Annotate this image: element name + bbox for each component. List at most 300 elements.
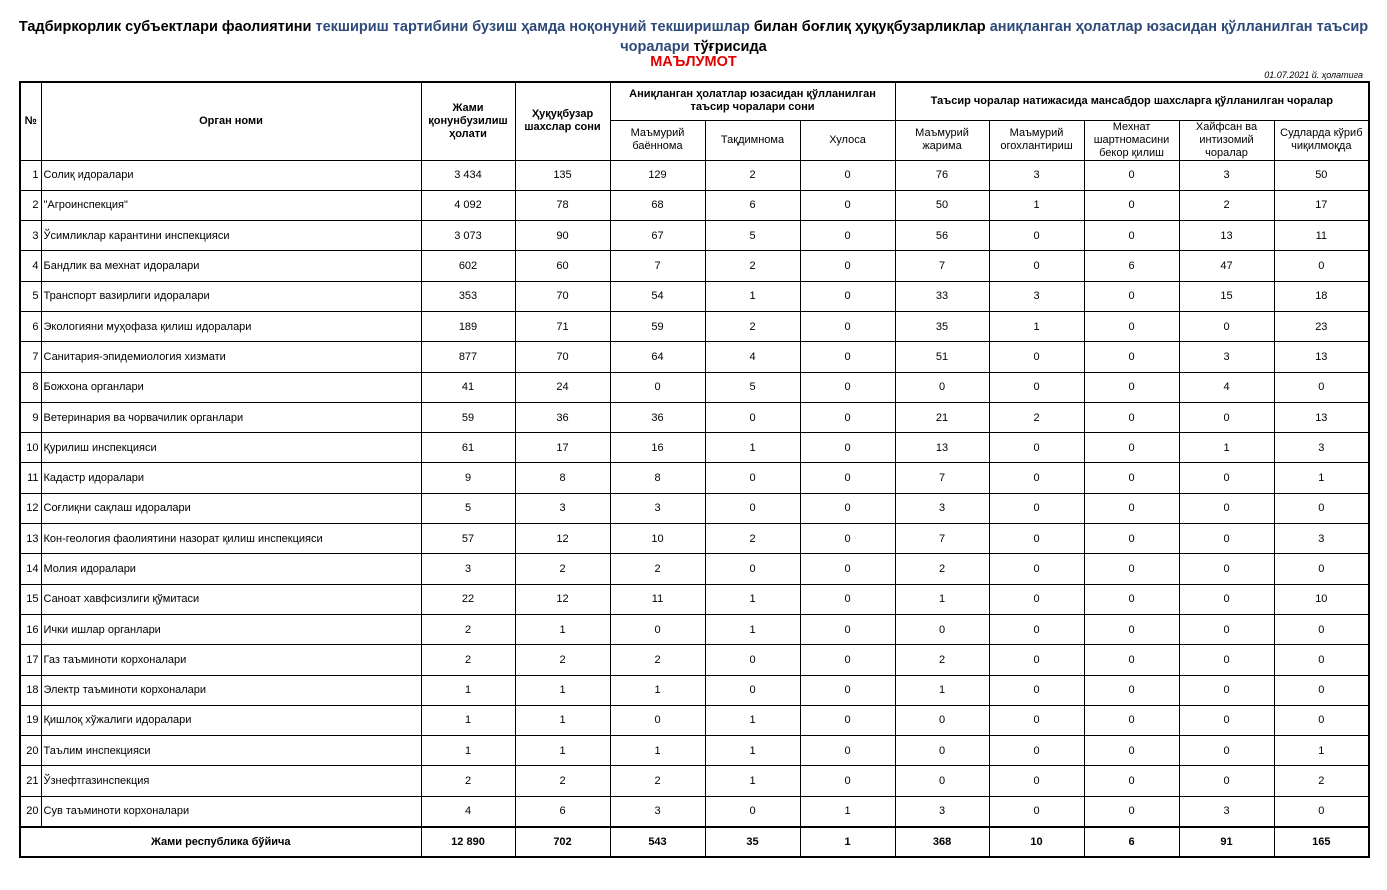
value-cell: 57: [421, 524, 515, 554]
value-cell: 1: [800, 796, 895, 826]
value-cell: 0: [800, 554, 895, 584]
value-cell: 3: [989, 281, 1084, 311]
value-cell: 68: [610, 190, 705, 220]
value-cell: 0: [1274, 705, 1369, 735]
total-cell: 91: [1179, 827, 1274, 857]
value-cell: 1: [610, 736, 705, 766]
total-cell: 165: [1274, 827, 1369, 857]
value-cell: 4: [705, 342, 800, 372]
value-cell: 0: [989, 524, 1084, 554]
value-cell: 0: [895, 766, 989, 796]
value-cell: 0: [1084, 796, 1179, 826]
value-cell: 0: [705, 796, 800, 826]
value-cell: 2: [421, 645, 515, 675]
organ-name: Қишлоқ хўжалиги идоралари: [41, 705, 421, 735]
value-cell: 60: [515, 251, 610, 281]
value-cell: 0: [989, 493, 1084, 523]
table-row: [20, 766, 1369, 796]
value-cell: 54: [610, 281, 705, 311]
value-cell: 2: [705, 251, 800, 281]
row-number: 20: [20, 736, 41, 766]
value-cell: 2: [610, 766, 705, 796]
table-row: [20, 221, 1369, 251]
value-cell: 8: [515, 463, 610, 493]
header-offenders: Ҳуқуқбузар шахслар сони: [515, 82, 610, 160]
value-cell: 0: [1084, 554, 1179, 584]
value-cell: 41: [421, 372, 515, 402]
value-cell: 76: [895, 160, 989, 190]
organ-name: Божхона органлари: [41, 372, 421, 402]
value-cell: 59: [610, 311, 705, 341]
title-part-5: тўғрисида: [689, 39, 767, 55]
value-cell: 9: [421, 463, 515, 493]
value-cell: 2: [705, 311, 800, 341]
value-cell: 13: [1274, 402, 1369, 432]
value-cell: 0: [1179, 736, 1274, 766]
value-cell: 1: [705, 433, 800, 463]
value-cell: 13: [1274, 342, 1369, 372]
value-cell: 17: [1274, 190, 1369, 220]
header-measures-group: Аниқланган ҳолатлар юзасидан қўлланилган таъсир чоралари сони: [610, 82, 895, 120]
value-cell: 877: [421, 342, 515, 372]
value-cell: 0: [895, 614, 989, 644]
value-cell: 0: [989, 372, 1084, 402]
value-cell: 0: [800, 675, 895, 705]
report-subtitle: МАЪЛУМОТ: [650, 54, 737, 70]
value-cell: 1: [515, 705, 610, 735]
value-cell: 5: [705, 372, 800, 402]
organ-name: Электр таъминоти корхоналари: [41, 675, 421, 705]
total-cell: 12 890: [421, 827, 515, 857]
value-cell: 0: [1084, 675, 1179, 705]
value-cell: 70: [515, 342, 610, 372]
value-cell: 353: [421, 281, 515, 311]
value-cell: 2: [895, 554, 989, 584]
row-number: 2: [20, 190, 41, 220]
table-row: [20, 433, 1369, 463]
value-cell: 0: [800, 342, 895, 372]
total-row: [20, 827, 1369, 857]
value-cell: 2: [1274, 766, 1369, 796]
value-cell: 0: [800, 311, 895, 341]
value-cell: 4 092: [421, 190, 515, 220]
value-cell: 0: [1179, 493, 1274, 523]
row-number: 9: [20, 402, 41, 432]
value-cell: 1: [705, 584, 800, 614]
report-title: [0, 17, 1387, 57]
value-cell: 2: [515, 645, 610, 675]
value-cell: 1: [895, 584, 989, 614]
title-part-4: аниқланган ҳолатлар юзасидан қўлланилган таъсир чоралари: [620, 19, 1369, 55]
value-cell: 0: [989, 221, 1084, 251]
value-cell: 3: [1179, 796, 1274, 826]
value-cell: 11: [1274, 221, 1369, 251]
value-cell: 90: [515, 221, 610, 251]
header-contract-termination: Мехнат шартномасини бекор қилиш: [1084, 120, 1179, 160]
value-cell: 0: [1179, 675, 1274, 705]
header-total-violations: Жами қонунбузилиш ҳолати: [421, 82, 515, 160]
value-cell: 36: [515, 402, 610, 432]
value-cell: 0: [1274, 645, 1369, 675]
value-cell: 1: [705, 281, 800, 311]
value-cell: 12: [515, 524, 610, 554]
header-conclusion: Хулоса: [800, 120, 895, 160]
value-cell: 13: [895, 433, 989, 463]
row-number: 19: [20, 705, 41, 735]
value-cell: 0: [800, 281, 895, 311]
table-row: [20, 554, 1369, 584]
row-number: 15: [20, 584, 41, 614]
value-cell: 13: [1179, 221, 1274, 251]
title-part-1: Тадбиркорлик субъектлари фаолиятини: [18, 19, 316, 35]
table-body: [20, 160, 1369, 827]
table-row: [20, 614, 1369, 644]
value-cell: 0: [800, 645, 895, 675]
value-cell: 0: [800, 190, 895, 220]
value-cell: 61: [421, 433, 515, 463]
table-row: [20, 342, 1369, 372]
value-cell: 2: [705, 160, 800, 190]
value-cell: 6: [515, 796, 610, 826]
table-row: [20, 645, 1369, 675]
value-cell: 3: [610, 796, 705, 826]
value-cell: 5: [421, 493, 515, 523]
value-cell: 0: [1274, 796, 1369, 826]
organ-name: Ветеринария ва чорвачилик органлари: [41, 402, 421, 432]
organ-name: "Агроинспекция": [41, 190, 421, 220]
organ-name: Ўсимликлар карантини инспекцияси: [41, 221, 421, 251]
table-row: [20, 796, 1369, 826]
data-table: [19, 81, 1370, 858]
value-cell: 50: [895, 190, 989, 220]
value-cell: 0: [800, 433, 895, 463]
value-cell: 2: [705, 524, 800, 554]
row-number: 5: [20, 281, 41, 311]
value-cell: 6: [705, 190, 800, 220]
row-number: 8: [20, 372, 41, 402]
row-number: 13: [20, 524, 41, 554]
value-cell: 3: [1274, 524, 1369, 554]
row-number: 20: [20, 796, 41, 826]
value-cell: 3 434: [421, 160, 515, 190]
value-cell: 23: [1274, 311, 1369, 341]
title-part-2: текшириш тартибини бузиш ҳамда ноқонуний текширишлар: [315, 19, 750, 35]
value-cell: 1: [705, 705, 800, 735]
row-number: 16: [20, 614, 41, 644]
value-cell: 36: [610, 402, 705, 432]
value-cell: 0: [800, 584, 895, 614]
value-cell: 0: [1084, 584, 1179, 614]
table-row: [20, 524, 1369, 554]
value-cell: 3: [1274, 433, 1369, 463]
value-cell: 2: [895, 645, 989, 675]
value-cell: 0: [800, 493, 895, 523]
value-cell: 0: [1084, 372, 1179, 402]
value-cell: 24: [515, 372, 610, 402]
value-cell: 33: [895, 281, 989, 311]
value-cell: 2: [421, 614, 515, 644]
total-label: Жами республика бўйича: [20, 827, 421, 857]
value-cell: 0: [1084, 766, 1179, 796]
value-cell: 0: [705, 554, 800, 584]
table-row: [20, 281, 1369, 311]
value-cell: 0: [1084, 493, 1179, 523]
value-cell: 0: [1274, 372, 1369, 402]
table-row: [20, 584, 1369, 614]
value-cell: 21: [895, 402, 989, 432]
value-cell: 7: [895, 524, 989, 554]
value-cell: 0: [1274, 554, 1369, 584]
value-cell: 22: [421, 584, 515, 614]
value-cell: 0: [1084, 311, 1179, 341]
value-cell: 16: [610, 433, 705, 463]
organ-name: Бандлик ва мехнат идоралари: [41, 251, 421, 281]
row-number: 11: [20, 463, 41, 493]
header-officials-group: Таъсир чоралар натижасида мансабдор шахсларга қўлланилган чоралар: [895, 82, 1369, 120]
value-cell: 135: [515, 160, 610, 190]
value-cell: 0: [1179, 554, 1274, 584]
value-cell: 11: [610, 584, 705, 614]
value-cell: 12: [515, 584, 610, 614]
organ-name: Таълим инспекцияси: [41, 736, 421, 766]
value-cell: 0: [610, 614, 705, 644]
value-cell: 0: [1179, 584, 1274, 614]
value-cell: 3: [610, 493, 705, 523]
value-cell: 70: [515, 281, 610, 311]
table-row: [20, 493, 1369, 523]
value-cell: 0: [989, 584, 1084, 614]
value-cell: 0: [989, 766, 1084, 796]
value-cell: 0: [1084, 160, 1179, 190]
row-number: 12: [20, 493, 41, 523]
organ-name: Экологияни муҳофаза қилиш идоралари: [41, 311, 421, 341]
table-row: [20, 402, 1369, 432]
value-cell: 0: [1084, 645, 1179, 675]
row-number: 3: [20, 221, 41, 251]
value-cell: 1: [1274, 736, 1369, 766]
value-cell: 1: [610, 675, 705, 705]
value-cell: 47: [1179, 251, 1274, 281]
value-cell: 2: [989, 402, 1084, 432]
value-cell: 0: [989, 342, 1084, 372]
value-cell: 0: [1274, 614, 1369, 644]
value-cell: 7: [895, 463, 989, 493]
row-number: 21: [20, 766, 41, 796]
value-cell: 1: [515, 675, 610, 705]
value-cell: 1: [515, 736, 610, 766]
value-cell: 0: [705, 463, 800, 493]
header-admin-fine: Маъмурий жарима: [895, 120, 989, 160]
value-cell: 0: [800, 614, 895, 644]
value-cell: 7: [610, 251, 705, 281]
value-cell: 0: [1179, 524, 1274, 554]
table-row: [20, 675, 1369, 705]
total-cell: 543: [610, 827, 705, 857]
value-cell: 0: [1179, 705, 1274, 735]
value-cell: 1: [705, 766, 800, 796]
value-cell: 0: [1084, 614, 1179, 644]
value-cell: 59: [421, 402, 515, 432]
value-cell: 0: [989, 736, 1084, 766]
value-cell: 0: [1084, 524, 1179, 554]
value-cell: 0: [989, 675, 1084, 705]
table-row: [20, 736, 1369, 766]
value-cell: 17: [515, 433, 610, 463]
organ-name: Солиқ идоралари: [41, 160, 421, 190]
value-cell: 1: [421, 675, 515, 705]
value-cell: 1: [989, 311, 1084, 341]
value-cell: 0: [1084, 463, 1179, 493]
value-cell: 0: [800, 221, 895, 251]
value-cell: 7: [895, 251, 989, 281]
value-cell: 0: [610, 372, 705, 402]
value-cell: 0: [800, 251, 895, 281]
row-number: 10: [20, 433, 41, 463]
value-cell: 2: [515, 766, 610, 796]
table-row: [20, 372, 1369, 402]
value-cell: 189: [421, 311, 515, 341]
table-row: [20, 190, 1369, 220]
value-cell: 1: [1274, 463, 1369, 493]
organ-name: Ички ишлар органлари: [41, 614, 421, 644]
organ-name: Газ таъминоти корхоналари: [41, 645, 421, 675]
value-cell: 0: [1274, 251, 1369, 281]
value-cell: 10: [610, 524, 705, 554]
value-cell: 0: [705, 493, 800, 523]
value-cell: 1: [705, 736, 800, 766]
value-cell: 0: [989, 554, 1084, 584]
value-cell: 0: [1084, 342, 1179, 372]
value-cell: 0: [989, 705, 1084, 735]
value-cell: 129: [610, 160, 705, 190]
organ-name: Соғлиқни сақлаш идоралари: [41, 493, 421, 523]
table-row: [20, 251, 1369, 281]
header-no: №: [20, 82, 41, 160]
value-cell: 0: [1274, 493, 1369, 523]
value-cell: 0: [705, 402, 800, 432]
value-cell: 0: [1084, 281, 1179, 311]
value-cell: 3: [1179, 342, 1274, 372]
value-cell: 0: [705, 645, 800, 675]
organ-name: Қурилиш инспекцияси: [41, 433, 421, 463]
value-cell: 0: [800, 766, 895, 796]
value-cell: 0: [1179, 311, 1274, 341]
row-number: 6: [20, 311, 41, 341]
value-cell: 0: [705, 675, 800, 705]
value-cell: 56: [895, 221, 989, 251]
value-cell: 2: [610, 554, 705, 584]
value-cell: 0: [800, 160, 895, 190]
value-cell: 64: [610, 342, 705, 372]
value-cell: 0: [1274, 675, 1369, 705]
value-cell: 15: [1179, 281, 1274, 311]
title-part-3: билан боғлиқ ҳуқуқбузарликлар: [749, 19, 990, 35]
row-number: 1: [20, 160, 41, 190]
value-cell: 0: [1084, 221, 1179, 251]
value-cell: 4: [1179, 372, 1274, 402]
row-number: 4: [20, 251, 41, 281]
value-cell: 51: [895, 342, 989, 372]
value-cell: 0: [1084, 190, 1179, 220]
header-admin-warning: Маъмурий огохлантириш: [989, 120, 1084, 160]
value-cell: 0: [800, 372, 895, 402]
value-cell: 3: [895, 493, 989, 523]
row-number: 14: [20, 554, 41, 584]
value-cell: 1: [421, 705, 515, 735]
value-cell: 35: [895, 311, 989, 341]
header-disciplinary: Хайфсан ва интизомий чоралар: [1179, 120, 1274, 160]
organ-name: Сув таъминоти корхоналари: [41, 796, 421, 826]
header-organ: Орган номи: [41, 82, 421, 160]
total-cell: 10: [989, 827, 1084, 857]
value-cell: 3: [895, 796, 989, 826]
value-cell: 0: [1084, 433, 1179, 463]
value-cell: 0: [1179, 402, 1274, 432]
value-cell: 3: [421, 554, 515, 584]
organ-name: Саноат хавфсизлиги қўмитаси: [41, 584, 421, 614]
table-row: [20, 311, 1369, 341]
value-cell: 6: [1084, 251, 1179, 281]
value-cell: 18: [1274, 281, 1369, 311]
header-submission: Тақдимнома: [705, 120, 800, 160]
value-cell: 0: [800, 705, 895, 735]
row-number: 17: [20, 645, 41, 675]
organ-name: Молия идоралари: [41, 554, 421, 584]
value-cell: 0: [989, 251, 1084, 281]
value-cell: 0: [800, 402, 895, 432]
table-row: [20, 160, 1369, 190]
value-cell: 1: [705, 614, 800, 644]
total-cell: 702: [515, 827, 610, 857]
value-cell: 3: [515, 493, 610, 523]
table-row: [20, 463, 1369, 493]
organ-name: Транспорт вазирлиги идоралари: [41, 281, 421, 311]
value-cell: 0: [989, 463, 1084, 493]
organ-name: Санитария-эпидемиология хизмати: [41, 342, 421, 372]
value-cell: 50: [1274, 160, 1369, 190]
value-cell: 5: [705, 221, 800, 251]
total-cell: 35: [705, 827, 800, 857]
value-cell: 10: [1274, 584, 1369, 614]
organ-name: Кон-геология фаолиятини назорат қилиш инспекцияси: [41, 524, 421, 554]
value-cell: 0: [989, 796, 1084, 826]
row-number: 18: [20, 675, 41, 705]
value-cell: 0: [989, 645, 1084, 675]
header-court: Судларда кўриб чиқилмоқда: [1274, 120, 1369, 160]
value-cell: 1: [421, 736, 515, 766]
value-cell: 2: [515, 554, 610, 584]
value-cell: 0: [1179, 766, 1274, 796]
total-cell: 6: [1084, 827, 1179, 857]
value-cell: 0: [610, 705, 705, 735]
value-cell: 0: [1084, 402, 1179, 432]
value-cell: 8: [610, 463, 705, 493]
value-cell: 0: [989, 433, 1084, 463]
organ-name: Ўзнефтгазинспекция: [41, 766, 421, 796]
table-row: [20, 705, 1369, 735]
total-cell: 1: [800, 827, 895, 857]
organ-name: Кадастр идоралари: [41, 463, 421, 493]
value-cell: 602: [421, 251, 515, 281]
date-note: 01.07.2021 й. ҳолатига: [1264, 70, 1363, 80]
value-cell: 0: [800, 524, 895, 554]
value-cell: 0: [1179, 463, 1274, 493]
value-cell: 1: [989, 190, 1084, 220]
value-cell: 0: [1179, 614, 1274, 644]
value-cell: 0: [989, 614, 1084, 644]
row-number: 7: [20, 342, 41, 372]
value-cell: 1: [515, 614, 610, 644]
